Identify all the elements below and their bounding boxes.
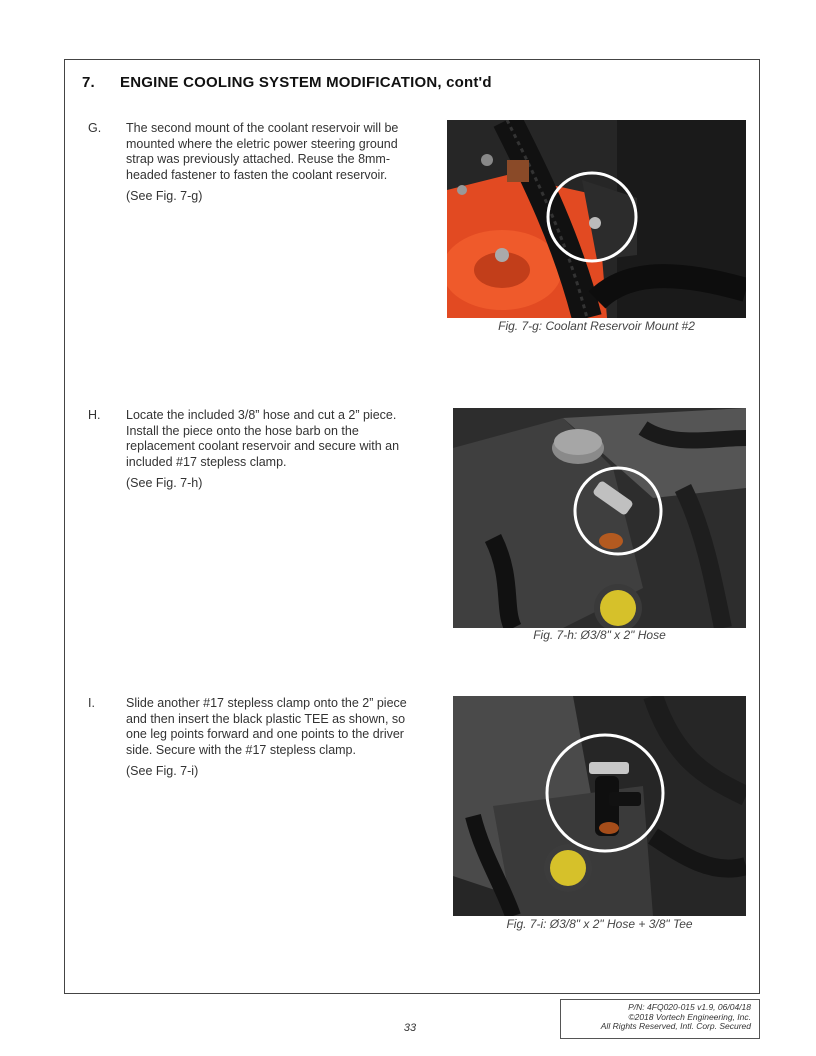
section-title — [82, 74, 492, 91]
step-text: Locate the included 3/8” hose and cut a 2” piece. Install the piece onto the hose barb on the replacement coolant reservoir and secure with an included #17 stepless clamp. — [126, 408, 400, 469]
figure-7g-caption: Fig. 7-g: Coolant Reservoir Mount #2 — [498, 319, 695, 333]
figure-7i-photo — [453, 696, 746, 916]
rights-statement: All Rights Reserved, Intl. Corp. Secured — [600, 1021, 751, 1031]
footer-info-box — [560, 999, 760, 1039]
figure-reference: (See Fig. 7-g) — [126, 189, 203, 203]
step-letter: I. — [88, 696, 95, 710]
section-heading: ENGINE COOLING SYSTEM MODIFICATION, cont'd — [120, 74, 492, 91]
step-letter: H. — [88, 408, 101, 422]
figure-7h-photo — [453, 408, 746, 628]
section-number: 7. — [82, 74, 95, 91]
figure-reference: (See Fig. 7-h) — [126, 476, 203, 490]
copyright: ©2018 Vortech Engineering, Inc. — [628, 1011, 751, 1022]
step-letter: G. — [88, 121, 102, 135]
figure-7g-photo — [447, 120, 746, 318]
step-text: The second mount of the coolant reservoir will be mounted where the eletric power steering ground strap was previously attached. Reuse the 8mm-headed fastener to fasten the coolant reservoir. — [126, 121, 399, 182]
figure-reference: (See Fig. 7-i) — [126, 764, 199, 778]
figure-7i-caption: Fig. 7-i: Ø3/8" x 2" Hose + 3/8" Tee — [506, 917, 693, 931]
figure-7h-caption: Fig. 7-h: Ø3/8" x 2" Hose — [533, 628, 666, 642]
page-number: 33 — [403, 1022, 417, 1034]
step-text: Slide another #17 stepless clamp onto the 2” piece and then insert the black plastic TEE as shown, so one leg points forward and one points to the driver side. Secure with the #17 stepless clamp. — [126, 696, 407, 757]
part-number: P/N: 4FQ020-015 v1.9, 06/04/18 — [628, 1002, 751, 1012]
